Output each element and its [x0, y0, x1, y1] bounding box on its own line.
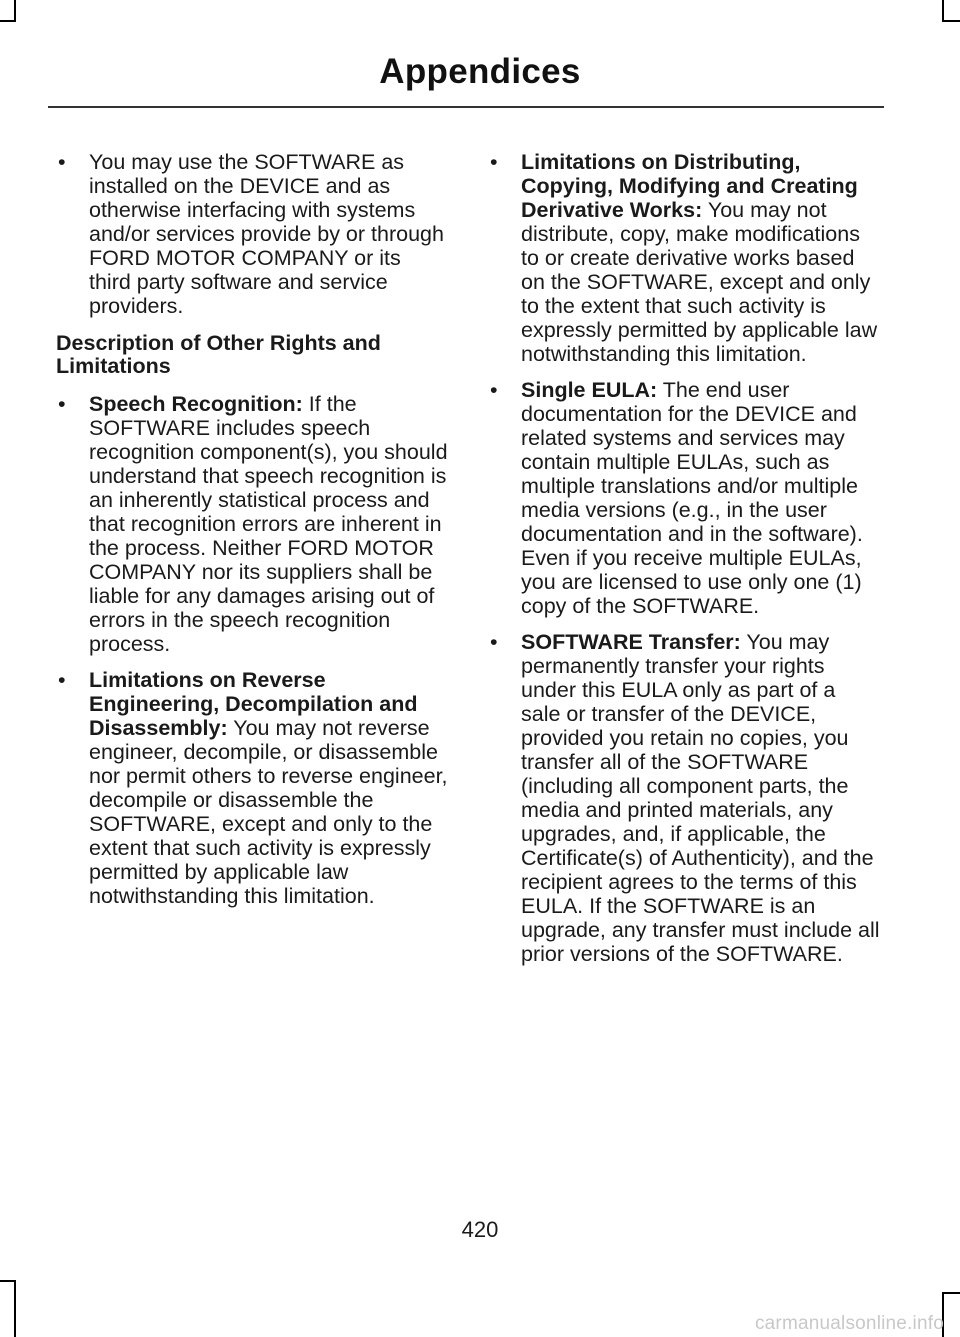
right-column [488, 150, 880, 978]
crop-mark-top-left-h [0, 20, 16, 22]
crop-mark-bottom-left-v [14, 1280, 16, 1337]
list-item [488, 630, 880, 966]
header-divider [48, 106, 884, 108]
crop-mark-top-right-h [942, 20, 960, 22]
crop-mark-bottom-left-h [0, 1280, 16, 1282]
list-item-term: SOFTWARE Transfer: [521, 630, 741, 654]
list-item [56, 668, 448, 908]
list-item [488, 150, 880, 366]
crop-mark-top-right-v [942, 0, 944, 22]
page-title: Appendices [379, 52, 581, 91]
list-item-text: The end user documentation for the DEVICE and related systems and services may contain multiple EULAs, such as multiple translations and/or multiple media versions (e.g., in the user documentation and in the software). Even if you receive multiple EULAs, you are licensed to use only one (1) copy of the SOFTWARE. [521, 378, 863, 618]
list-item [488, 378, 880, 618]
bullet-icon: • [58, 150, 66, 174]
list-item [56, 392, 448, 656]
watermark: carmanualsonline.info [754, 1313, 944, 1334]
list-item-term: Single EULA: [521, 378, 658, 402]
page-number: 420 [461, 1217, 499, 1242]
list-item [56, 150, 448, 318]
section-heading: Description of Other Rights and Limitations [56, 331, 381, 378]
list-item-text: You may use the SOFTWARE as installed on the DEVICE and as otherwise interfacing with systems and/or services provide by or through FORD MOTOR COMPANY or its third party software and service providers. [89, 150, 444, 318]
list-item-text: If the SOFTWARE includes speech recognition component(s), you should understand that speech recognition is an inherently statistical process and that recognition errors are inherent in the process. Neither FORD MOTOR COMPANY nor its suppliers shall be liable for any damages arising out of errors in the speech recognition process. [89, 392, 448, 656]
list-item-term: Speech Recognition: [89, 392, 303, 416]
list-item-text: You may not distribute, copy, make modifications to or create derivative works based on the SOFTWARE, except and only to the extent that such activity is expressly permitted by applicable law notwithstanding this limitation. [521, 198, 878, 366]
bullet-icon: • [490, 378, 498, 402]
list-item-term: Limitations on Reverse Engineering, Decompilation and Disassembly: [89, 668, 418, 740]
left-column [56, 150, 448, 920]
bullet-icon: • [490, 150, 498, 174]
list-item-term: Limitations on Distributing, Copying, Modifying and Creating Derivative Works: [521, 150, 858, 222]
crop-mark-bottom-right-h [942, 1292, 960, 1294]
list-item-text: You may permanently transfer your rights under this EULA only as part of a sale or transfer of the DEVICE, provided you retain no copies, you transfer all of the SOFTWARE (including all component parts, the media and printed materials, any upgrades, and, if applicable, the Certificate(s) of Authenticity), and the recipient agrees to the terms of this EULA. If the SOFTWARE is an upgrade, any transfer must include all prior versions of the SOFTWARE. [521, 630, 880, 966]
bullet-icon: • [58, 668, 66, 692]
bullet-icon: • [58, 392, 66, 416]
list-item-text: You may not reverse engineer, decompile, or disassemble nor permit others to reverse engineer, decompile or disassemble the SOFTWARE, except and only to the extent that such activity is expressly permitted by applicable law notwithstanding this limitation. [89, 716, 448, 908]
crop-mark-top-left-v [14, 0, 16, 22]
bullet-icon: • [490, 630, 498, 654]
